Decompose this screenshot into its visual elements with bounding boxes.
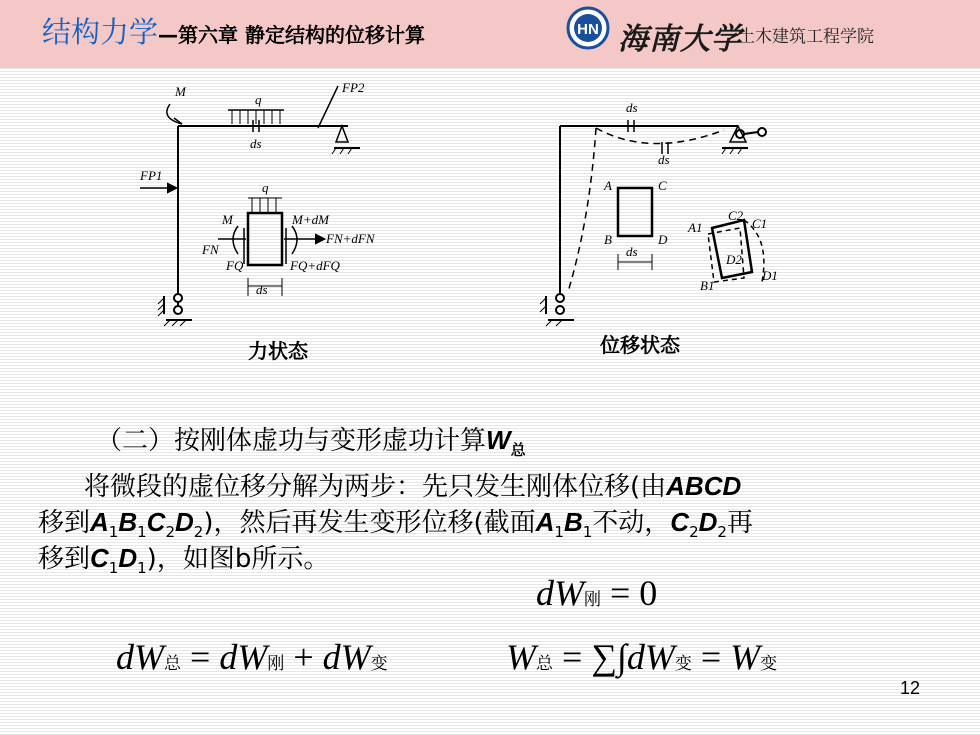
- chapter-title: 第六章 静定结构的位移计算: [178, 23, 425, 47]
- svg-text:ds: ds: [658, 152, 670, 167]
- paragraph-line-1: 将微段的虚位移分解为两步：先只发生刚体位移(由ABCD: [84, 471, 742, 502]
- svg-text:C: C: [658, 178, 667, 193]
- svg-text:ds: ds: [626, 100, 638, 115]
- svg-text:D: D: [658, 232, 668, 247]
- displacement-state-caption: 位移状态: [600, 333, 680, 357]
- svg-text:FQ: FQ: [226, 258, 244, 273]
- university-name: 海南大学: [618, 22, 742, 57]
- svg-text:M: M: [175, 84, 186, 99]
- svg-text:ds: ds: [250, 136, 262, 151]
- paragraph-line-3: 移到$C_1D_1$)，如图b所示。: [38, 543, 330, 578]
- svg-text:B1: B1: [700, 278, 715, 293]
- svg-text:A1: A1: [688, 220, 703, 235]
- svg-text:ds: ds: [256, 282, 268, 297]
- svg-text:q: q: [262, 180, 269, 195]
- svg-text:ds: ds: [626, 244, 638, 259]
- svg-text:FP2: FP2: [342, 80, 365, 95]
- page-number: 12: [900, 678, 921, 698]
- svg-text:C2: C2: [728, 208, 744, 223]
- svg-text:HN: HN: [577, 21, 599, 38]
- equation-total-work: W总 = ∑∫dW变 = W变: [506, 637, 778, 677]
- svg-text:FP1: FP1: [140, 168, 163, 183]
- svg-text:D2: D2: [726, 252, 742, 267]
- equation-total-differential: dW总 = dW刚 + dW变: [116, 637, 388, 677]
- svg-text:FQ+dFQ: FQ+dFQ: [290, 258, 340, 273]
- svg-text:C1: C1: [752, 216, 768, 231]
- displacement-state-figure: [540, 120, 766, 326]
- section-heading: （二）按刚体虚功与变形虚功计算$W_总$: [96, 425, 526, 460]
- force-state-figure: [140, 86, 360, 326]
- svg-text:A: A: [604, 178, 612, 193]
- equation-rigid: dW刚 = 0: [536, 573, 658, 613]
- course-title: 结构力学: [42, 15, 159, 49]
- svg-text:D1: D1: [762, 268, 778, 283]
- svg-text:FN: FN: [202, 242, 219, 257]
- college-name: 土木建筑工程学院: [738, 27, 874, 47]
- slide-title: [42, 10, 425, 51]
- title-separator: —: [158, 23, 179, 47]
- svg-text:M: M: [222, 212, 233, 227]
- svg-text:B: B: [604, 232, 612, 247]
- svg-text:FN+dFN: FN+dFN: [326, 231, 375, 246]
- force-state-caption: 力状态: [248, 339, 308, 363]
- paragraph-line-2: 移到$A_1B_1C_2D_2$)，然后再发生变形位移(截面$A_1B_1$不动，$C_2D_2$再: [38, 507, 753, 542]
- svg-text:M+dM: M+dM: [292, 212, 329, 227]
- slide-header: [0, 0, 980, 68]
- svg-text:q: q: [255, 92, 262, 107]
- structure-diagram: [0, 68, 980, 368]
- university-logo-icon: [566, 6, 610, 50]
